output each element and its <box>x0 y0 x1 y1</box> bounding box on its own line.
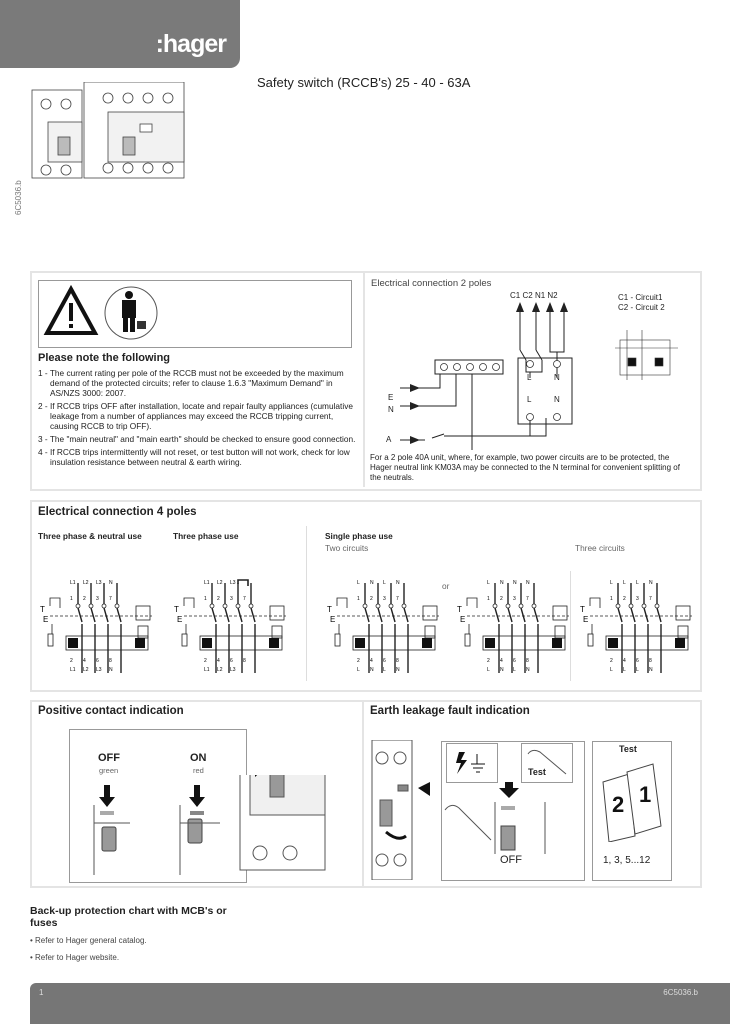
terminal-label: 2 <box>70 658 73 664</box>
svg-text:1: 1 <box>639 782 652 807</box>
legend-item: C2 - Circuit 2 <box>618 303 665 312</box>
terminal-label: 7 <box>396 596 399 602</box>
terminal-label: 8 <box>396 658 399 664</box>
conn2-title: Electrical connection 2 poles <box>371 278 492 289</box>
calendar-box <box>592 741 672 881</box>
terminal-label: 4 <box>623 658 626 664</box>
terminal-label: 7 <box>526 596 529 602</box>
terminal-label: N <box>526 580 530 586</box>
off-result-label: OFF <box>500 854 522 866</box>
wiring-diagram-4-pole <box>38 578 153 673</box>
test-button-icon-box <box>521 743 573 783</box>
backup-title: Back-up protection chart with MCB's or fuses <box>30 905 227 929</box>
terminal-label: L <box>383 580 386 586</box>
terminal-label: L3 <box>96 580 102 586</box>
terminal-label: 1 <box>357 596 360 602</box>
terminal-label: L <box>623 580 626 586</box>
svg-text:N: N <box>388 405 394 414</box>
terminal-label: L2 <box>217 667 223 673</box>
terminal-label: L3 <box>96 667 102 673</box>
single-phase-label: Single phase use <box>325 531 393 541</box>
svg-text:T: T <box>580 605 585 614</box>
output-label: C1 <box>510 291 521 300</box>
notes-heading: Please note the following <box>38 352 171 364</box>
terminal-label: L <box>527 373 532 382</box>
terminal-label: N <box>109 667 113 673</box>
terminal-label: L <box>513 667 516 673</box>
fault-title: Earth leakage fault indication <box>370 705 530 717</box>
terminal-label: N <box>500 580 504 586</box>
terminal-label: L <box>636 667 639 673</box>
note-item: 4 - If RCCB trips intermittently will not reset, or test button will not work, check for low insulation resistance between neutral & earth wiring. <box>38 447 350 467</box>
footer-bar <box>30 983 730 1024</box>
terminal-label: N <box>526 667 530 673</box>
divider <box>306 526 307 681</box>
three-phase-label: Three phase use <box>173 531 239 541</box>
legend-item: C1 - Circuit1 <box>618 293 663 302</box>
terminal-label: L3 <box>230 580 236 586</box>
warning-box <box>38 280 352 348</box>
terminal-label: L <box>487 667 490 673</box>
terminal-label: L1 <box>204 667 210 673</box>
conn2-note: For a 2 pole 40A unit, where, for example, two power circuits are to be protected, the Hager neutral link KM03A may be connected to the N terminal for convenient splitting of the neutrals. <box>370 453 680 482</box>
terminal-label: L <box>610 667 613 673</box>
on-color-label: red <box>193 766 204 775</box>
terminal-label: N <box>500 667 504 673</box>
terminal-label: 6 <box>383 658 386 664</box>
calendar-test-label: Test <box>619 744 637 754</box>
terminal-label: N <box>370 580 374 586</box>
terminal-label: N <box>513 580 517 586</box>
wiring-diagram-2-pole <box>380 300 680 450</box>
calendar-icon <box>599 762 665 842</box>
terminal-label: 2 <box>487 658 490 664</box>
terminal-label: N <box>109 580 113 586</box>
terminal-label: N <box>370 667 374 673</box>
header-band <box>0 0 240 68</box>
terminal-label: L <box>357 667 360 673</box>
terminal-label: 4 <box>83 658 86 664</box>
off-label: OFF <box>98 752 120 764</box>
terminal-label: 2 <box>83 596 86 602</box>
terminal-label: 7 <box>109 596 112 602</box>
terminal-label: N <box>554 373 560 382</box>
notes-list <box>38 368 356 470</box>
terminal-label: 7 <box>649 596 652 602</box>
page-number: 1 <box>39 988 44 997</box>
terminal-label: 3 <box>230 596 233 602</box>
rccb-fault-illustration <box>370 740 440 880</box>
terminal-label: 8 <box>109 658 112 664</box>
terminal-label: L <box>610 580 613 586</box>
page-title: Safety switch (RCCB's) 25 - 40 - 63A <box>257 75 471 90</box>
svg-text:E: E <box>43 615 49 624</box>
divider <box>570 571 571 681</box>
terminal-label: 2 <box>357 658 360 664</box>
backup-item: • Refer to Hager general catalog. <box>30 936 147 945</box>
wiring-diagram-4-pole <box>578 578 693 673</box>
terminal-label: 2 <box>370 596 373 602</box>
terminal-label: 8 <box>243 658 246 664</box>
terminal-label: 1 <box>487 596 490 602</box>
warning-triangle-icon <box>47 289 95 333</box>
terminal-label: 4 <box>500 658 503 664</box>
or-label: or <box>442 581 450 591</box>
terminal-label: 2 <box>610 658 613 664</box>
terminal-label: L2 <box>83 580 89 586</box>
contact-illustration <box>90 775 410 885</box>
svg-text:T: T <box>40 605 45 614</box>
terminal-label: 6 <box>636 658 639 664</box>
terminal-label: 6 <box>230 658 233 664</box>
terminal-label: N <box>649 580 653 586</box>
svg-text:T: T <box>174 605 179 614</box>
doc-code: 6C5036.b <box>14 180 23 215</box>
terminal-label: L2 <box>83 667 89 673</box>
earth-fault-icon-box <box>446 743 498 783</box>
terminal-label: 1 <box>610 596 613 602</box>
output-label: N1 <box>534 291 546 300</box>
svg-text:E: E <box>388 393 394 402</box>
three-circuits-label: Three circuits <box>575 543 625 553</box>
terminal-label: 8 <box>649 658 652 664</box>
svg-text:T: T <box>457 605 462 614</box>
on-label: ON <box>190 752 207 764</box>
terminal-label: L1 <box>70 580 76 586</box>
output-label: C2 <box>522 291 533 300</box>
terminal-label: 1 <box>70 596 73 602</box>
terminal-label: 4 <box>217 658 220 664</box>
wiring-diagram-4-pole <box>455 578 570 673</box>
terminal-label: N <box>396 580 400 586</box>
terminal-label: L1 <box>70 667 76 673</box>
terminal-label: L <box>623 667 626 673</box>
test-press-illustration <box>441 782 583 854</box>
svg-text:E: E <box>177 615 183 624</box>
svg-text:E: E <box>583 615 589 624</box>
wiring-diagram-4-pole <box>172 578 287 673</box>
terminal-label: L <box>487 580 490 586</box>
footer-code: 6C5036.b <box>663 988 698 997</box>
hager-logo: :hager <box>155 30 226 58</box>
warning-icons <box>39 281 179 347</box>
svg-text:E: E <box>330 615 336 624</box>
svg-text:E: E <box>460 615 466 624</box>
three-phase-neutral-label: Three phase & neutral use <box>38 531 142 541</box>
terminal-label: L <box>636 580 639 586</box>
terminal-label: 4 <box>370 658 373 664</box>
terminal-label: 2 <box>204 658 207 664</box>
terminal-label: 7 <box>243 596 246 602</box>
note-item: 2 - If RCCB trips OFF after installation, locate and repair faulty appliances (cumulative leakage from a number of appliances may exceed the RCCB tripping current, causing RCCB to trip OFF). <box>38 401 353 431</box>
svg-text:2: 2 <box>612 792 625 817</box>
conn2-outputs <box>510 291 558 300</box>
terminal-label: 2 <box>500 596 503 602</box>
terminal-label: L3 <box>230 667 236 673</box>
contact-title: Positive contact indication <box>38 705 184 717</box>
terminal-label: L <box>527 395 532 404</box>
wiring-diagram-4-pole <box>325 578 440 673</box>
terminal-label: L2 <box>217 580 223 586</box>
svg-text:A: A <box>386 435 392 444</box>
terminal-label: L <box>357 580 360 586</box>
terminal-label: L1 <box>204 580 210 586</box>
months-label: 1, 3, 5...12 <box>603 855 651 866</box>
terminal-label: 8 <box>526 658 529 664</box>
terminal-label: N <box>554 395 560 404</box>
terminal-label: 3 <box>383 596 386 602</box>
off-color-label: green <box>99 766 119 775</box>
terminal-label: 2 <box>623 596 626 602</box>
terminal-label: 3 <box>636 596 639 602</box>
electrician-icon <box>105 287 157 339</box>
terminal-label: 3 <box>96 596 99 602</box>
conn4-title: Electrical connection 4 poles <box>38 506 197 518</box>
note-item: 3 - The "main neutral" and "main earth" should be checked to ensure good connection. <box>38 434 356 444</box>
terminal-label: 6 <box>513 658 516 664</box>
backup-item: • Refer to Hager website. <box>30 953 120 962</box>
test-label: Test <box>528 767 546 777</box>
svg-text:T: T <box>327 605 332 614</box>
note-item: 1 - The current rating per pole of the RCCB must not be exceeded by the maximum demand of the protected circuits; refer to clause 1.6.3 "Maximum Demand" in AS/NZS 3000: 2007. <box>38 368 344 398</box>
terminal-label: 1 <box>204 596 207 602</box>
terminal-label: 2 <box>217 596 220 602</box>
terminal-label: L <box>383 667 386 673</box>
terminal-label: 3 <box>513 596 516 602</box>
brand-name: hager <box>162 30 226 58</box>
two-circuits-label: Two circuits <box>325 543 369 553</box>
lightning-earth-icon <box>447 744 497 782</box>
output-label: N2 <box>547 291 558 300</box>
terminal-label: N <box>396 667 400 673</box>
product-image <box>28 82 188 182</box>
terminal-label: 6 <box>96 658 99 664</box>
divider <box>363 273 365 487</box>
terminal-label: N <box>649 667 653 673</box>
